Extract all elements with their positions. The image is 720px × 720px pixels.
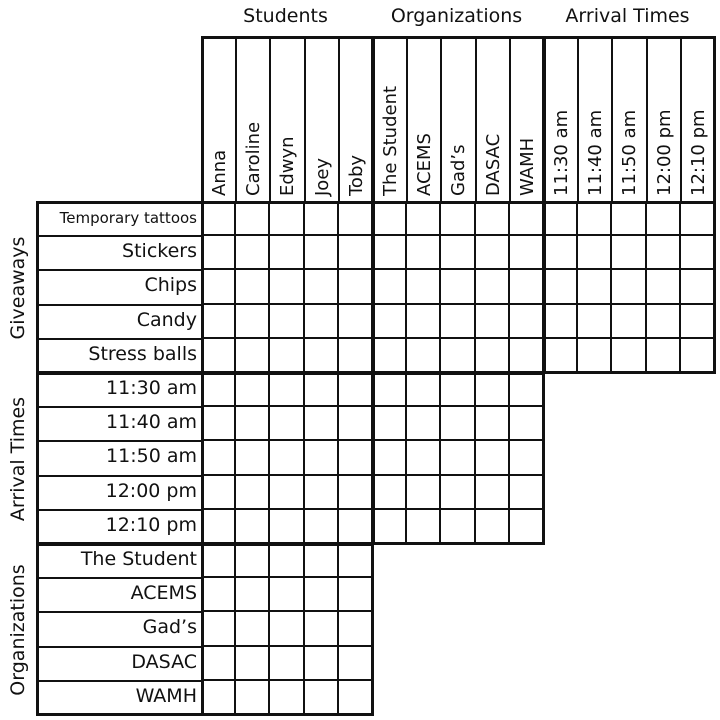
grid-cell-acems-joey[interactable] (305, 578, 339, 612)
column-label-students-caroline: Caroline (243, 121, 265, 196)
grid-cell-11-30-am-dasac[interactable] (476, 373, 510, 407)
grid-cell-temporary-tattoos-12-10-pm[interactable] (681, 202, 715, 236)
grid-cell-12-00-pm-gad-s[interactable] (441, 476, 475, 510)
grid-cell-chips-wamh[interactable] (510, 270, 544, 304)
row-label-divider (36, 611, 202, 613)
grid-cell-stress-balls-12-10-pm[interactable] (681, 339, 715, 373)
grid-cell-acems-edwyn[interactable] (270, 578, 304, 612)
column-label-arrival-times-12-00-pm: 12:00 pm (653, 109, 675, 196)
grid-cell-gad-s-edwyn[interactable] (270, 612, 304, 646)
grid-cell-candy-dasac[interactable] (476, 305, 510, 339)
column-label-divider (509, 36, 511, 202)
grid-cell-11-40-am-edwyn[interactable] (270, 407, 304, 441)
row-label-divider (36, 269, 202, 271)
grid-cell-wamh-joey[interactable] (305, 681, 339, 715)
row-label-organizations-the-student: The Student (80, 548, 197, 570)
grid-cell-wamh-edwyn[interactable] (270, 681, 304, 715)
grid-cell-11-30-am-edwyn[interactable] (270, 373, 304, 407)
grid-cell-stickers-caroline[interactable] (236, 236, 270, 270)
grid-cell-11-50-am-dasac[interactable] (476, 441, 510, 475)
row-label-organizations-wamh: WAMH (135, 684, 197, 707)
grid-cell-temporary-tattoos-toby[interactable] (339, 202, 373, 236)
row-label-giveaways-temporary-tattoos: Temporary tattoos (59, 209, 197, 227)
grid-cell-11-30-am-wamh[interactable] (510, 373, 544, 407)
grid-cell-candy-12-10-pm[interactable] (681, 305, 715, 339)
column-label-divider (304, 36, 306, 202)
column-label-organizations-the-student: The Student (380, 85, 401, 196)
grid-cell-temporary-tattoos-anna[interactable] (202, 202, 236, 236)
grid-cell-12-00-pm-anna[interactable] (202, 476, 236, 510)
grid-cell-the-student-joey[interactable] (305, 544, 339, 578)
grid-cell-temporary-tattoos-gad-s[interactable] (441, 202, 475, 236)
row-label-giveaways-candy: Candy (136, 308, 197, 331)
grid-cell-stress-balls-joey[interactable] (305, 339, 339, 373)
grid-cell-temporary-tattoos-joey[interactable] (305, 202, 339, 236)
grid-cell-temporary-tattoos-11-40-am[interactable] (578, 202, 612, 236)
grid-cell-temporary-tattoos-caroline[interactable] (236, 202, 270, 236)
row-label-organizations-gad-s: Gad’s (142, 616, 197, 639)
grid-cell-11-50-am-gad-s[interactable] (441, 441, 475, 475)
grid-cell-11-40-am-caroline[interactable] (236, 407, 270, 441)
grid-cell-temporary-tattoos-12-00-pm[interactable] (647, 202, 681, 236)
grid-cell-stickers-12-10-pm[interactable] (681, 236, 715, 270)
grid-cell-the-student-caroline[interactable] (236, 544, 270, 578)
grid-cell-stress-balls-11-30-am[interactable] (544, 339, 578, 373)
grid-cell-candy-caroline[interactable] (236, 305, 270, 339)
grid-cell-temporary-tattoos-the-student[interactable] (373, 202, 407, 236)
grid-cell-chips-12-10-pm[interactable] (681, 270, 715, 304)
grid-cell-stickers-11-30-am[interactable] (544, 236, 578, 270)
grid-cell-candy-gad-s[interactable] (441, 305, 475, 339)
grid-cell-acems-toby[interactable] (339, 578, 373, 612)
row-label-giveaways-stickers: Stickers (122, 240, 197, 263)
grid-cell-candy-11-40-am[interactable] (578, 305, 612, 339)
column-label-arrival-times-11-50-am: 11:50 am (619, 109, 641, 196)
grid-cell-stickers-joey[interactable] (305, 236, 339, 270)
row-label-divider (36, 338, 202, 340)
grid-cell-candy-wamh[interactable] (510, 305, 544, 339)
grid-cell-stickers-toby[interactable] (339, 236, 373, 270)
grid-cell-12-10-pm-caroline[interactable] (236, 510, 270, 544)
row-label-giveaways-stress-balls: Stress balls (88, 342, 197, 365)
grid-cell-11-40-am-the-student[interactable] (373, 407, 407, 441)
grid-cell-12-10-pm-anna[interactable] (202, 510, 236, 544)
grid-cell-11-30-am-caroline[interactable] (236, 373, 270, 407)
grid-cell-12-00-pm-edwyn[interactable] (270, 476, 304, 510)
grid-cell-candy-edwyn[interactable] (270, 305, 304, 339)
grid-cell-stickers-anna[interactable] (202, 236, 236, 270)
grid-cell-11-30-am-joey[interactable] (305, 373, 339, 407)
grid-cell-dasac-joey[interactable] (305, 647, 339, 681)
column-label-organizations-gad-s: Gad’s (448, 144, 470, 196)
grid-cell-temporary-tattoos-acems[interactable] (407, 202, 441, 236)
grid-cell-gad-s-joey[interactable] (305, 612, 339, 646)
row-label-organizations-dasac: DASAC (131, 650, 197, 673)
column-group-title-arrival-times: Arrival Times (565, 5, 690, 27)
grid-cell-candy-joey[interactable] (305, 305, 339, 339)
grid-cell-11-50-am-caroline[interactable] (236, 441, 270, 475)
grid-cell-11-30-am-acems[interactable] (407, 373, 441, 407)
grid-cell-11-30-am-toby[interactable] (339, 373, 373, 407)
grid-cell-stickers-the-student[interactable] (373, 236, 407, 270)
grid-cell-stress-balls-wamh[interactable] (510, 339, 544, 373)
column-label-students-edwyn: Edwyn (277, 136, 299, 196)
grid-cell-stress-balls-acems[interactable] (407, 339, 441, 373)
row-label-divider (36, 406, 202, 408)
grid-cell-wamh-anna[interactable] (202, 681, 236, 715)
grid-cell-stickers-edwyn[interactable] (270, 236, 304, 270)
grid-cell-gad-s-toby[interactable] (339, 612, 373, 646)
row-label-divider (36, 235, 202, 237)
grid-cell-stickers-11-50-am[interactable] (612, 236, 646, 270)
grid-cell-chips-joey[interactable] (305, 270, 339, 304)
grid-cell-temporary-tattoos-wamh[interactable] (510, 202, 544, 236)
grid-cell-11-50-am-acems[interactable] (407, 441, 441, 475)
grid-cell-stress-balls-11-40-am[interactable] (578, 339, 612, 373)
column-label-students-toby: Toby (345, 154, 367, 196)
grid-cell-12-10-pm-gad-s[interactable] (441, 510, 475, 544)
column-label-organizations-wamh: WAMH (516, 137, 538, 196)
grid-cell-12-10-pm-the-student[interactable] (373, 510, 407, 544)
grid-cell-acems-caroline[interactable] (236, 578, 270, 612)
column-label-divider (680, 36, 682, 202)
grid-cell-12-00-pm-toby[interactable] (339, 476, 373, 510)
grid-cell-chips-caroline[interactable] (236, 270, 270, 304)
grid-cell-chips-11-30-am[interactable] (544, 270, 578, 304)
column-label-students-joey: Joey (311, 157, 333, 196)
grid-cell-stress-balls-edwyn[interactable] (270, 339, 304, 373)
grid-cell-stress-balls-dasac[interactable] (476, 339, 510, 373)
row-group-title-giveaways: Giveaways (7, 236, 29, 339)
grid-cell-the-student-toby[interactable] (339, 544, 373, 578)
grid-cell-11-30-am-anna[interactable] (202, 373, 236, 407)
grid-cell-11-50-am-toby[interactable] (339, 441, 373, 475)
row-label-organizations-acems: ACEMS (130, 582, 197, 605)
grid-cell-11-40-am-acems[interactable] (407, 407, 441, 441)
column-label-arrival-times-12-10-pm: 12:10 pm (687, 109, 709, 196)
column-label-arrival-times-11-40-am: 11:40 am (585, 109, 607, 196)
grid-cell-chips-the-student[interactable] (373, 270, 407, 304)
column-label-students-anna: Anna (209, 149, 230, 196)
grid-cell-stickers-12-00-pm[interactable] (647, 236, 681, 270)
grid-cell-candy-11-30-am[interactable] (544, 305, 578, 339)
grid-cell-11-40-am-toby[interactable] (339, 407, 373, 441)
grid-cell-stress-balls-toby[interactable] (339, 339, 373, 373)
grid-cell-11-40-am-joey[interactable] (305, 407, 339, 441)
grid-cell-dasac-edwyn[interactable] (270, 647, 304, 681)
grid-cell-11-30-am-the-student[interactable] (373, 373, 407, 407)
grid-cell-candy-the-student[interactable] (373, 305, 407, 339)
column-label-divider (440, 36, 442, 202)
grid-cell-acems-anna[interactable] (202, 578, 236, 612)
column-label-organizations-acems: ACEMS (414, 133, 436, 196)
grid-cell-chips-toby[interactable] (339, 270, 373, 304)
row-label-arrival-times-11-40-am: 11:40 am (106, 411, 197, 434)
row-label-divider (36, 577, 202, 579)
grid-cell-12-10-pm-acems[interactable] (407, 510, 441, 544)
row-group-title-arrival-times: Arrival Times (7, 396, 29, 521)
column-group-title-organizations: Organizations (390, 5, 523, 27)
grid-cell-12-10-pm-toby[interactable] (339, 510, 373, 544)
row-label-arrival-times-12-10-pm: 12:10 pm (105, 513, 197, 536)
row-label-giveaways-chips: Chips (144, 274, 197, 297)
grid-cell-temporary-tattoos-11-50-am[interactable] (612, 202, 646, 236)
grid-cell-12-00-pm-caroline[interactable] (236, 476, 270, 510)
column-label-arrival-times-11-30-am: 11:30 am (551, 109, 572, 196)
grid-cell-12-00-pm-acems[interactable] (407, 476, 441, 510)
grid-cell-stress-balls-11-50-am[interactable] (612, 339, 646, 373)
grid-cell-12-00-pm-the-student[interactable] (373, 476, 407, 510)
grid-cell-11-40-am-wamh[interactable] (510, 407, 544, 441)
grid-cell-chips-11-40-am[interactable] (578, 270, 612, 304)
grid-cell-candy-acems[interactable] (407, 305, 441, 339)
row-label-divider (36, 440, 202, 442)
column-label-divider (406, 36, 408, 202)
row-label-divider (36, 304, 202, 306)
grid-cell-chips-gad-s[interactable] (441, 270, 475, 304)
grid-cell-chips-edwyn[interactable] (270, 270, 304, 304)
grid-cell-wamh-toby[interactable] (339, 681, 373, 715)
row-group-title-organizations: Organizations (7, 563, 29, 696)
grid-cell-candy-toby[interactable] (339, 305, 373, 339)
grid-cell-candy-11-50-am[interactable] (612, 305, 646, 339)
grid-cell-chips-11-50-am[interactable] (612, 270, 646, 304)
grid-cell-chips-acems[interactable] (407, 270, 441, 304)
column-label-divider (646, 36, 648, 202)
row-label-arrival-times-11-30-am: 11:30 am (106, 377, 197, 399)
grid-cell-11-30-am-gad-s[interactable] (441, 373, 475, 407)
grid-cell-stress-balls-caroline[interactable] (236, 339, 270, 373)
grid-cell-11-50-am-the-student[interactable] (373, 441, 407, 475)
grid-cell-stress-balls-anna[interactable] (202, 339, 236, 373)
grid-cell-12-00-pm-dasac[interactable] (476, 476, 510, 510)
grid-cell-11-50-am-joey[interactable] (305, 441, 339, 475)
grid-cell-12-10-pm-joey[interactable] (305, 510, 339, 544)
row-label-divider (36, 680, 202, 682)
grid-cell-11-50-am-anna[interactable] (202, 441, 236, 475)
grid-cell-11-50-am-wamh[interactable] (510, 441, 544, 475)
grid-cell-the-student-edwyn[interactable] (270, 544, 304, 578)
grid-cell-chips-anna[interactable] (202, 270, 236, 304)
grid-cell-12-10-pm-edwyn[interactable] (270, 510, 304, 544)
grid-cell-temporary-tattoos-11-30-am[interactable] (544, 202, 578, 236)
column-group-title-students: Students (243, 5, 328, 27)
grid-cell-chips-12-00-pm[interactable] (647, 270, 681, 304)
grid-cell-dasac-toby[interactable] (339, 647, 373, 681)
grid-cell-11-40-am-gad-s[interactable] (441, 407, 475, 441)
grid-cell-dasac-anna[interactable] (202, 647, 236, 681)
grid-cell-stickers-wamh[interactable] (510, 236, 544, 270)
column-label-divider (269, 36, 271, 202)
grid-cell-11-50-am-edwyn[interactable] (270, 441, 304, 475)
grid-cell-stickers-gad-s[interactable] (441, 236, 475, 270)
grid-cell-12-00-pm-joey[interactable] (305, 476, 339, 510)
column-label-divider (235, 36, 237, 202)
grid-cell-candy-12-00-pm[interactable] (647, 305, 681, 339)
grid-cell-12-10-pm-wamh[interactable] (510, 510, 544, 544)
grid-cell-temporary-tattoos-edwyn[interactable] (270, 202, 304, 236)
grid-cell-stickers-acems[interactable] (407, 236, 441, 270)
grid-cell-the-student-anna[interactable] (202, 544, 236, 578)
grid-cell-gad-s-caroline[interactable] (236, 612, 270, 646)
grid-cell-gad-s-anna[interactable] (202, 612, 236, 646)
column-label-divider (338, 36, 340, 202)
row-label-divider (36, 475, 202, 477)
grid-cell-stress-balls-the-student[interactable] (373, 339, 407, 373)
grid-cell-stickers-dasac[interactable] (476, 236, 510, 270)
grid-cell-11-40-am-dasac[interactable] (476, 407, 510, 441)
grid-cell-chips-dasac[interactable] (476, 270, 510, 304)
row-label-arrival-times-12-00-pm: 12:00 pm (105, 479, 197, 502)
grid-cell-11-40-am-anna[interactable] (202, 407, 236, 441)
column-label-divider (611, 36, 613, 202)
column-label-divider (475, 36, 477, 202)
row-label-divider (36, 646, 202, 648)
grid-cell-temporary-tattoos-dasac[interactable] (476, 202, 510, 236)
grid-cell-12-10-pm-dasac[interactable] (476, 510, 510, 544)
grid-cell-12-00-pm-wamh[interactable] (510, 476, 544, 510)
row-label-divider (36, 509, 202, 511)
grid-cell-dasac-caroline[interactable] (236, 647, 270, 681)
grid-cell-stickers-11-40-am[interactable] (578, 236, 612, 270)
column-label-divider (577, 36, 579, 202)
grid-cell-stress-balls-12-00-pm[interactable] (647, 339, 681, 373)
grid-cell-candy-anna[interactable] (202, 305, 236, 339)
row-label-arrival-times-11-50-am: 11:50 am (106, 445, 197, 468)
grid-cell-stress-balls-gad-s[interactable] (441, 339, 475, 373)
grid-cell-wamh-caroline[interactable] (236, 681, 270, 715)
column-label-organizations-dasac: DASAC (482, 133, 504, 196)
